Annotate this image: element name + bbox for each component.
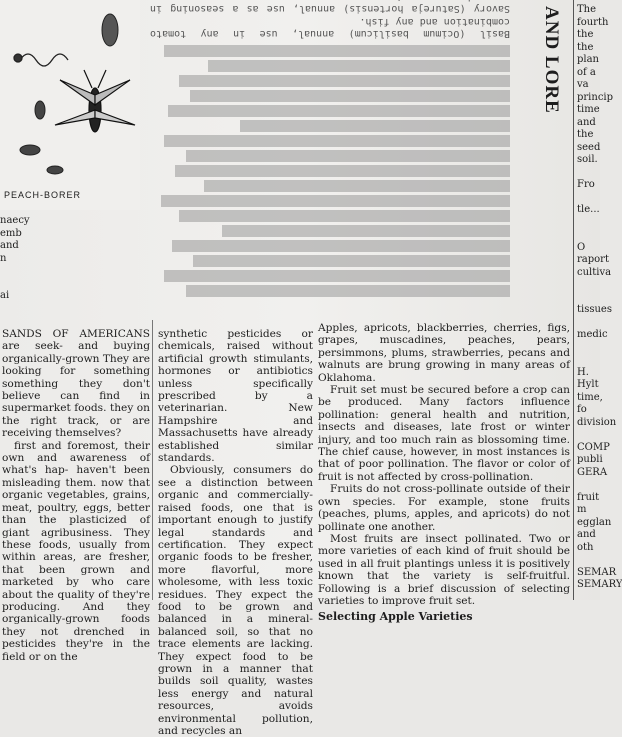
left-edge-line: emb <box>0 227 22 239</box>
far-right-edge-line: soil. <box>577 154 598 165</box>
far-right-edge-line <box>577 167 600 180</box>
middle-article-paragraph-2: Obviously, consumers do see a distinction between organic and commercially-raised foods, one that is important enough to justify legal standards and certification. They expect organic foods to be fresher, more flavorful, more wholesome, with less toxic residues. They expect the food to be grown and balanced in a mineral-balanced soil, so that no trace elements are lacking. They expect food to be grown in a manner that builds soil quality, wastes less energy and natural resources, avoids environmental pollution, and recycles an <box>158 464 313 737</box>
left-edge-line <box>0 278 30 291</box>
far-right-edge-line: fruit m <box>577 491 600 515</box>
flipped-snippet-2: Savory (Satureja hortensis) annual, use as a seasoning in <box>150 3 510 15</box>
middle-article-paragraph-1: synthetic pesticides or chemicals, raised without artificial growth stimulants, hormones or antibiotics unless specifically prescribed by a veterinarian. New Hampshire and Massachusetts have already established similar standards. <box>158 328 313 465</box>
right-article <box>318 322 570 624</box>
far-right-edge-line: raport <box>577 254 609 265</box>
far-right-edge-line <box>577 342 600 355</box>
upside-down-text-block <box>150 3 510 300</box>
right-article-paragraph-1: Apples, apricots, blackberries, cherries, figs, grapes, muscadines, peaches, pears, persimmons, plums, strawberries, pecans and walnuts are brung growing in many areas of Oklahoma. <box>318 322 570 384</box>
far-right-edge-line <box>577 217 600 230</box>
far-right-edge-line: The <box>577 4 597 15</box>
illustration-caption: PEACH-BORER <box>4 190 82 200</box>
section-heading: AND LORE <box>541 6 562 114</box>
far-right-edge-line: COMP <box>577 441 610 453</box>
far-right-rule <box>573 0 574 600</box>
far-right-edge-line <box>577 229 600 242</box>
far-right-edge-line: O <box>577 241 586 253</box>
far-right-edge-line: the seed <box>577 129 601 153</box>
far-right-edge-line: fourth <box>577 16 609 28</box>
far-right-edge-line: of a va <box>577 66 596 90</box>
far-right-edge-line: division <box>577 416 617 428</box>
right-article-paragraph-3: Fruits do not cross-pollinate outside of their own species. For example, stone fruits (peaches, plums, apples, and apricots) do not pollinate one another. <box>318 483 570 533</box>
far-right-edge-line: time, fo <box>577 391 603 415</box>
far-right-edge-line <box>577 279 600 292</box>
far-right-edge-line: SEMARY <box>577 579 622 590</box>
far-right-edge-line: medic <box>577 329 608 340</box>
insect-illustration <box>0 0 140 210</box>
far-right-edge-line: tissues <box>577 304 612 315</box>
right-article-paragraph-2: Fruit set must be secured before a crop can be produced. Many factors influence pollination: general health and nutrition, insects and diseases, late frost or winter injury, and too much rain as blossoming time. The chief cause, however, in most instances is that of poor pollination. The flavor or color of fruit is not affected by cross-pollination. <box>318 384 570 483</box>
left-edge-line: n <box>0 252 7 264</box>
left-article-paragraph-2: first and foremost, their own and awareness of what's hap- haven't been misleading them. now that organic vegetables, grains, meat, poultry, eggs, better than the plasticized of giant agribusiness. They these foods, usually from within areas, are fresher, that been grown and marketed by who care about the quality of they're producing. And they organically-grown foods they not drenched in pesticides they're in the field or on the <box>2 439 150 663</box>
far-right-edge-line: cultiva <box>577 266 612 278</box>
right-article-subheading: Selecting Apple Varieties <box>318 610 473 624</box>
far-right-edge-line: tle... <box>577 204 600 215</box>
left-edge-line: naecy <box>0 215 30 226</box>
far-right-edge-line: time and <box>577 104 600 128</box>
far-right-edge-line <box>577 292 600 305</box>
far-right-edge-line <box>577 317 600 330</box>
far-right-edge-line <box>577 554 600 567</box>
flipped-snippet-1: Basil (Ocimum basilicum) annual, use in any tomato combination and any fish. <box>150 15 510 39</box>
left-edge-column <box>0 215 30 315</box>
left-article-paragraph-1: SANDS OF AMERICANS are seek- and buying organically-grown They are looking for something something they don't believe can find in supermarket foods. they on the right track, or are receiving themselves? <box>2 328 150 440</box>
far-right-edge-line: GERA <box>577 466 608 478</box>
far-right-column <box>577 4 622 600</box>
middle-article <box>158 328 313 737</box>
left-edge-line: and <box>0 240 19 251</box>
far-right-edge-line: Fro <box>577 179 595 190</box>
left-edge-line: ai <box>0 290 10 301</box>
far-right-edge-line <box>577 429 600 442</box>
far-right-edge-line: egglan <box>577 516 612 528</box>
upside-down-section <box>140 0 520 310</box>
far-right-edge-line: the <box>577 29 594 40</box>
far-right-edge-line <box>577 354 600 367</box>
far-right-edge-line: the plan <box>577 41 600 65</box>
far-right-edge-line: H. Hylt <box>577 366 599 390</box>
far-right-edge-line: SEMAR <box>577 566 617 578</box>
far-right-edge-line: princip <box>577 91 614 103</box>
far-right-edge-line <box>577 192 600 205</box>
right-article-paragraph-4: Most fruits are insect pollinated. Two or more varieties of each kind of fruit should be used in all fruit plantings unless it is positively known that the variety is self-fruitful. Following is a brief discussion of selecting varieties to improve fruit set. <box>318 532 570 607</box>
far-right-edge-line: and oth <box>577 529 596 553</box>
far-right-edge-line <box>577 479 600 492</box>
column-rule <box>152 320 153 600</box>
far-right-edge-line: publi <box>577 454 603 465</box>
left-article <box>2 328 150 663</box>
left-edge-line <box>0 265 30 278</box>
